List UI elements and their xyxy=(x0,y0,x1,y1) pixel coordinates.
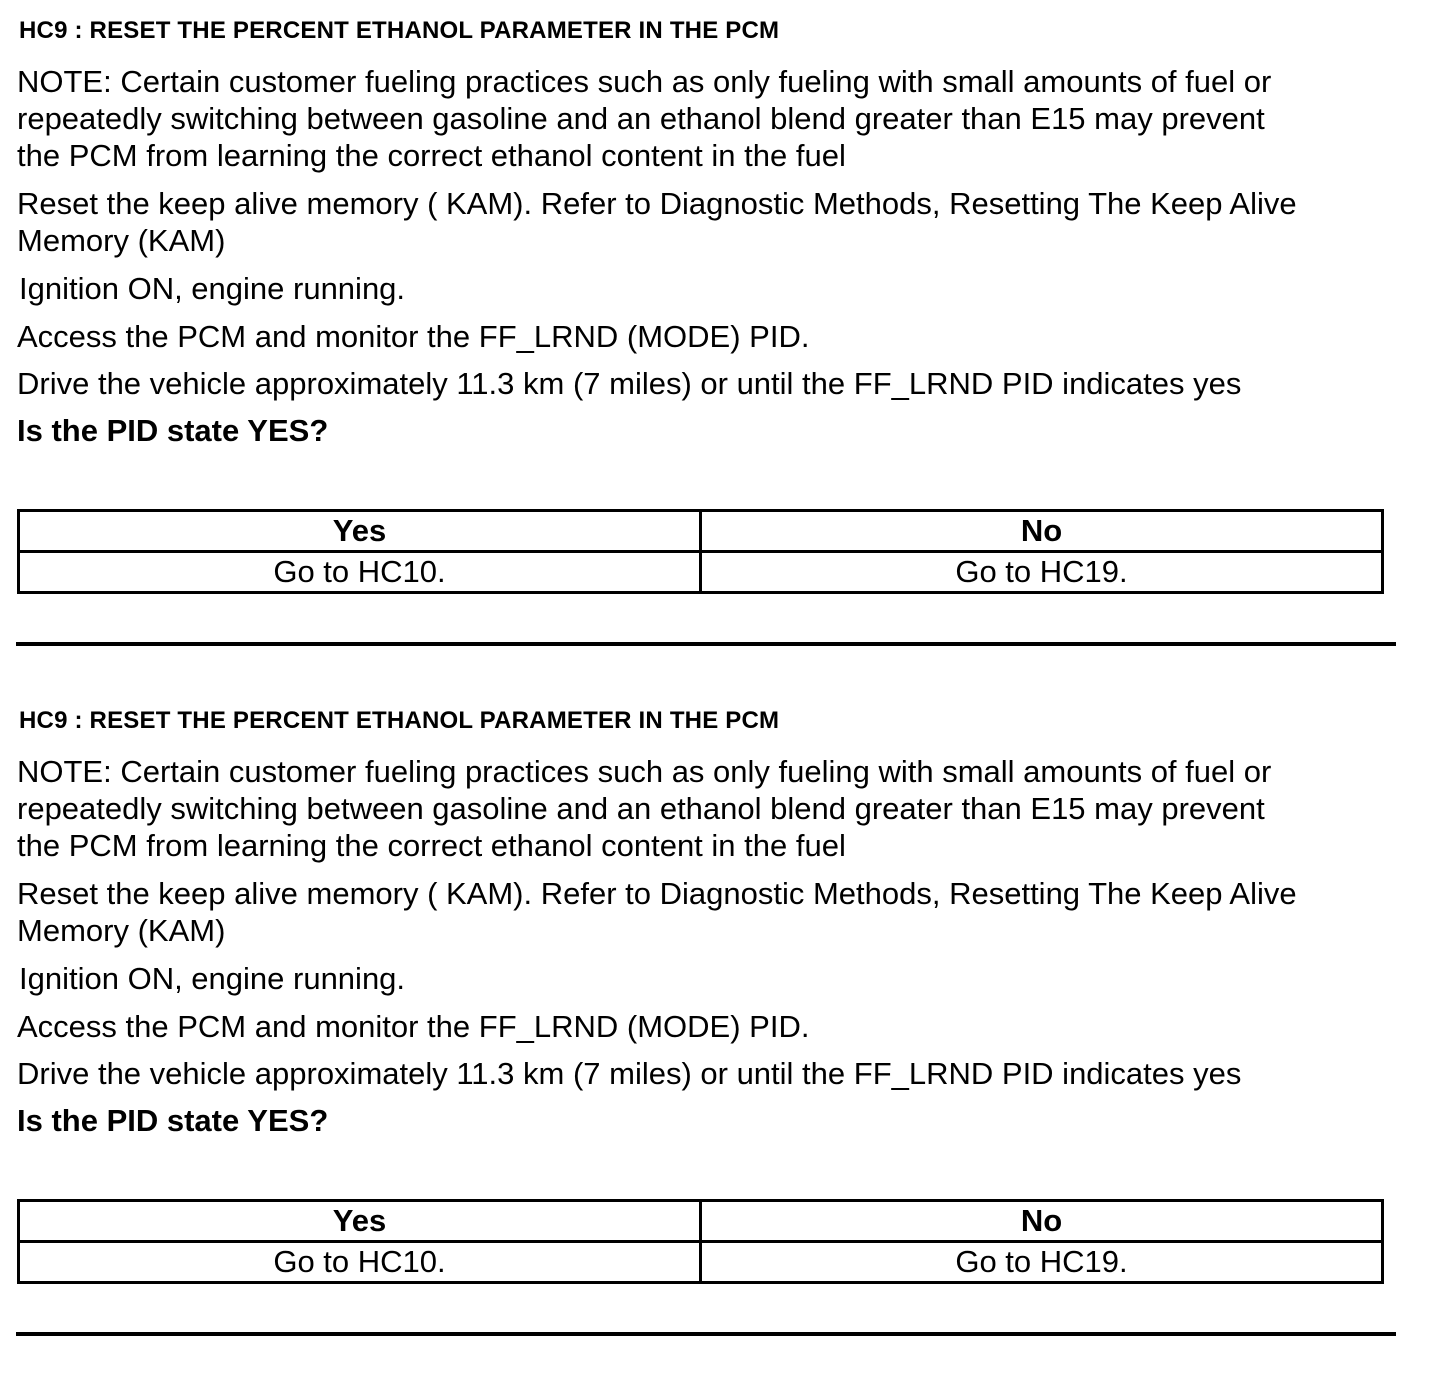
answer-table-row xyxy=(19,552,1383,593)
note-text-line-2: repeatedly switching between gasoline and an ethanol blend greater than E15 may prevent xyxy=(17,791,1265,826)
note-text-line-3: the PCM from learning the correct ethanol content in the fuel xyxy=(17,138,846,173)
answer-yes-action: Go to HC10. xyxy=(19,1242,701,1283)
section-divider xyxy=(16,1332,1396,1336)
ignition-instruction: Ignition ON, engine running. xyxy=(19,961,406,996)
answer-table xyxy=(17,1199,1384,1284)
note-text-line-1: NOTE: Certain customer fueling practices such as only fueling with small amounts of fuel or xyxy=(17,64,1272,99)
section-divider xyxy=(16,642,1396,646)
answer-header-yes: Yes xyxy=(19,1201,701,1242)
access-pcm-instruction: Access the PCM and monitor the FF_LRND (MODE) PID. xyxy=(17,1009,810,1044)
reset-kam-instruction-line-2: Memory (KAM) xyxy=(17,223,226,258)
step-title: HC9 : RESET THE PERCENT ETHANOL PARAMETER IN THE PCM xyxy=(19,17,780,44)
answer-header-yes: Yes xyxy=(19,511,701,552)
note-text-line-1: NOTE: Certain customer fueling practices such as only fueling with small amounts of fuel or xyxy=(17,754,1272,789)
step-title: HC9 : RESET THE PERCENT ETHANOL PARAMETER IN THE PCM xyxy=(19,707,780,734)
answer-table-header-row xyxy=(19,1201,1383,1242)
answer-header-no: No xyxy=(701,1201,1383,1242)
answer-table-row xyxy=(19,1242,1383,1283)
access-pcm-instruction: Access the PCM and monitor the FF_LRND (MODE) PID. xyxy=(17,319,810,354)
note-text-line-2: repeatedly switching between gasoline and an ethanol blend greater than E15 may prevent xyxy=(17,101,1265,136)
answer-yes-action: Go to HC10. xyxy=(19,552,701,593)
answer-table xyxy=(17,509,1384,594)
answer-no-action: Go to HC19. xyxy=(701,552,1383,593)
reset-kam-instruction-line-1: Reset the keep alive memory ( KAM). Refer to Diagnostic Methods, Resetting The Keep Alive xyxy=(17,186,1297,221)
drive-instruction: Drive the vehicle approximately 11.3 km (7 miles) or until the FF_LRND PID indicates yes xyxy=(17,1056,1242,1091)
reset-kam-instruction-line-2: Memory (KAM) xyxy=(17,913,226,948)
ignition-instruction: Ignition ON, engine running. xyxy=(19,271,406,306)
answer-no-action: Go to HC19. xyxy=(701,1242,1383,1283)
step-question: Is the PID state YES? xyxy=(17,413,329,448)
diagnostic-step-2 xyxy=(0,690,1440,1380)
drive-instruction: Drive the vehicle approximately 11.3 km (7 miles) or until the FF_LRND PID indicates yes xyxy=(17,366,1242,401)
step-question: Is the PID state YES? xyxy=(17,1103,329,1138)
note-text-line-3: the PCM from learning the correct ethanol content in the fuel xyxy=(17,828,846,863)
reset-kam-instruction-line-1: Reset the keep alive memory ( KAM). Refer to Diagnostic Methods, Resetting The Keep Alive xyxy=(17,876,1297,911)
answer-table-header-row xyxy=(19,511,1383,552)
answer-header-no: No xyxy=(701,511,1383,552)
